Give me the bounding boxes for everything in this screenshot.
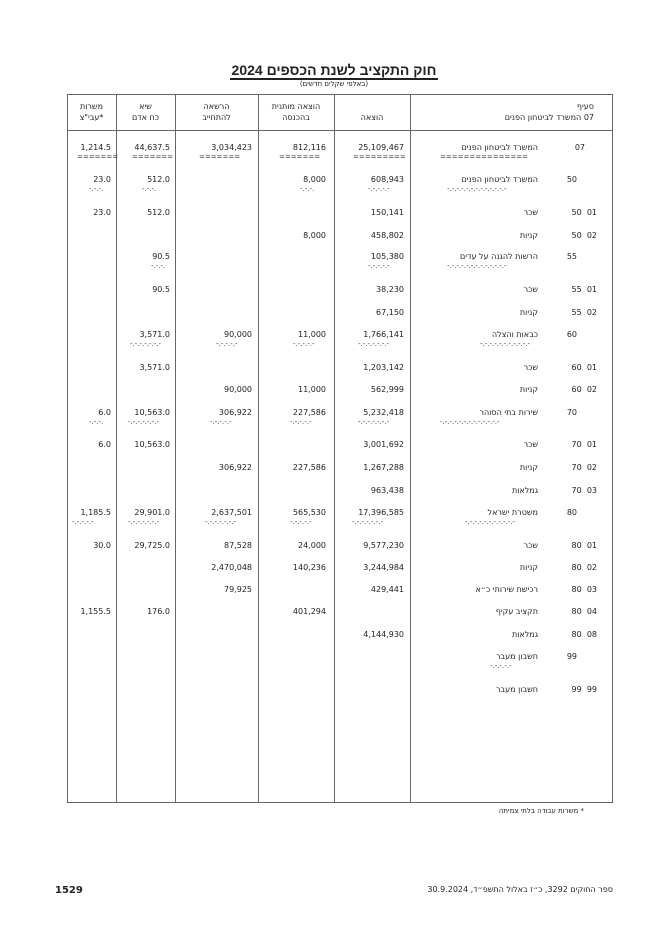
total-underline: ======= [199,153,241,161]
row-expense: 562,999 [370,385,404,394]
row-peak: 512.0 [147,175,170,184]
row-code: 80 04 [571,607,597,616]
row-expense: 25,109,467 [358,143,404,152]
row-name: כבאות והצלה [491,330,538,339]
row-code: 80 02 [571,563,597,572]
row-expense: 67,150 [376,308,404,317]
subtotal-underline: -.-.-.-.-.-.- [358,340,390,348]
subtotal-underline: -.-.-.-.- [293,340,315,348]
subtotal-underline: -.-.-.-.- [72,518,94,526]
label-underline: =============== [440,153,528,161]
row-expense: 458,802 [370,231,404,240]
row-expense: 1,766,141 [363,330,404,339]
row-expense: 38,230 [376,285,404,294]
row-name: רכישת שירותי כ״א [475,585,538,594]
subtotal-underline: -.-.-. [89,418,104,426]
subtotal-underline: -.-.-.-.-.-.- [128,418,160,426]
row-peak: 176.0 [147,607,170,616]
subtotal-underline: -.-.-. [151,262,166,270]
row-conditional: 227,586 [292,408,326,417]
row-expense: 3,001,692 [363,440,404,449]
page-subtitle: (באלפי שקלים חדשים) [299,80,369,88]
subtotal-underline: -.-.-.-.-.-.- [358,418,390,426]
row-conditional: 565,530 [292,508,326,517]
row-code: 55 01 [571,285,597,294]
row-peak: 29,901.0 [134,508,170,517]
row-name: גמלאות [511,630,538,639]
row-name: שכר [523,208,538,217]
row-name: גמלאות [511,486,538,495]
row-code: 80 01 [571,541,597,550]
page-number: 1529 [55,885,83,896]
row-expense: 3,244,984 [363,563,404,572]
row-peak: 512.0 [147,208,170,217]
header-temporary-posts: משרות עבי"צ* [79,102,104,122]
subtotal-underline: -.-.-.-.-.-.- [352,518,384,526]
row-conditional: 11,000 [298,330,326,339]
row-peak: 44,637.5 [134,143,170,152]
row-code: 70 03 [571,486,597,495]
row-authority: 306,922 [218,463,252,472]
subtotal-underline: -.-.-.-.-.-.- [130,340,162,348]
row-name: שכר [523,440,538,449]
row-expense: 1,267,288 [363,463,404,472]
row-peak: 29,725.0 [134,541,170,550]
row-code: 60 01 [571,363,597,372]
page-title: חוק התקציב לשנת הכספים 2024 [231,62,437,78]
row-name: קניות [519,563,538,572]
row-conditional: 8,000 [303,175,326,184]
row-conditional: 140,236 [292,563,326,572]
row-name: קניות [519,231,538,240]
header-peak-manpower: שיא כח אדם [131,102,160,122]
row-authority: 90,000 [224,330,252,339]
row-expense: 5,232,418 [363,408,404,417]
label-underline: -.-.-.-.-.-.-.-.-.-.-.-.- [440,418,500,426]
row-name: שכר [523,541,538,550]
header-conditional-expense: הוצאה מותנית בהכנסה [271,102,321,122]
row-authority: 2,637,501 [211,508,252,517]
row-name: המשרד לביטחון הפנים [461,143,538,152]
row-name: קניות [519,308,538,317]
total-underline: ========= [353,153,406,161]
row-code: 55 [566,252,577,261]
row-name: קניות [519,463,538,472]
total-underline: ======= [279,153,321,161]
publication-reference: ספר החוקים 3292, כ״ז באלול התשפ״ד, 30.9.2024 [427,885,613,894]
row-peak: 3,571.0 [139,363,170,372]
footnote: * משרות עבודה בלתי צמיתה [498,807,584,815]
row-name: הרשות להגנה על עדים [459,252,538,261]
row-name: קניות [519,385,538,394]
row-conditional: 227,586 [292,463,326,472]
subtotal-underline: -.-.-.-.- [216,340,238,348]
row-code: 80 [566,508,577,517]
row-posts: 30.0 [93,541,111,550]
row-code: 60 [566,330,577,339]
row-expense: 963,438 [370,486,404,495]
row-posts: 23.0 [93,208,111,217]
row-conditional: 11,000 [298,385,326,394]
row-posts: 1,185.5 [80,508,111,517]
row-code: 70 01 [571,440,597,449]
row-code: 50 [566,175,577,184]
row-expense: 9,577,230 [363,541,404,550]
row-expense: 105,380 [370,252,404,261]
row-authority: 306,922 [218,408,252,417]
header-divider [67,130,613,131]
row-code: 07 [574,143,585,152]
subtotal-underline: -.-.-.-.- [210,418,232,426]
row-code: 60 02 [571,385,597,394]
row-authority: 2,470,048 [211,563,252,572]
row-posts: 6.0 [98,440,111,449]
row-conditional: 812,116 [292,143,326,152]
row-code: 50 02 [571,231,597,240]
row-peak: 10,563.0 [134,408,170,417]
row-expense: 429,441 [370,585,404,594]
row-name: שירות בתי הסוהר [479,408,538,417]
row-authority: 79,925 [224,585,252,594]
row-peak: 10,563.0 [134,440,170,449]
subtotal-underline: -.-.-.-.- [368,185,390,193]
row-conditional: 24,000 [298,541,326,550]
row-posts: 6.0 [98,408,111,417]
row-code: 50 01 [571,208,597,217]
row-conditional: 8,000 [303,231,326,240]
row-posts: 23.0 [93,175,111,184]
row-peak: 90.5 [152,252,170,261]
label-underline: -.-.-.-.-.-.-.-.-.-.- [465,518,516,526]
row-authority: 90,000 [224,385,252,394]
row-name: תקציב עקיף [495,607,538,616]
subtotal-underline: -.-.-. [300,185,315,193]
row-code: 99 [566,652,577,661]
row-expense: 4,144,930 [363,630,404,639]
row-posts: 1,155.5 [80,607,111,616]
header-section: סעיף 07 המשרד לביטחון הפנים [504,102,594,122]
subtotal-underline: -.-.-.-.- [290,418,312,426]
row-authority: 3,034,423 [211,143,252,152]
total-underline: ======= [132,153,174,161]
row-name: חשבון מעבר [495,652,538,661]
header-commitment-authority: הרשאה להתחייב [202,102,231,122]
row-code: 70 02 [571,463,597,472]
row-name: שכר [523,363,538,372]
subtotal-underline: -.-.-. [89,185,104,193]
subtotal-underline: -.-.-.-.- [368,262,390,270]
header-expense: הוצאה [360,113,384,122]
row-peak: 90.5 [152,285,170,294]
row-name: משטרת ישראל [487,508,538,517]
row-expense: 1,203,142 [363,363,404,372]
subtotal-underline: -.-.-.-.- [290,518,312,526]
row-conditional: 401,294 [292,607,326,616]
row-code: 70 [566,408,577,417]
label-underline: -.-.-.-.-.-.-.-.-.-.-.-.- [447,185,507,193]
total-underline: ======= [77,153,119,161]
label-underline: -.-.-.-.-.-.-.-.-.-.- [480,340,531,348]
subtotal-underline: -.-.-.-.-.-.- [128,518,160,526]
row-code: 80 08 [571,630,597,639]
column-divider [175,94,176,803]
row-code: 55 02 [571,308,597,317]
row-posts: 1,214.5 [80,143,111,152]
row-authority: 87,528 [224,541,252,550]
column-divider [258,94,259,803]
subtotal-underline: -.-.-. [142,185,157,193]
row-peak: 3,571.0 [139,330,170,339]
row-name: המשרד לביטחון הפנים [461,175,538,184]
subtotal-underline: -.-.-.-.-.-.- [205,518,237,526]
row-expense: 608,943 [370,175,404,184]
row-expense: 17,396,585 [358,508,404,517]
label-underline: -.-.-.-.- [490,662,512,670]
row-code: 99 99 [571,685,597,694]
row-expense: 150,141 [370,208,404,217]
row-code: 80 03 [571,585,597,594]
row-name: שכר [523,285,538,294]
row-name: חשבון מעבר [495,685,538,694]
label-underline: -.-.-.-.-.-.-.-.-.-.-.-.- [447,262,507,270]
